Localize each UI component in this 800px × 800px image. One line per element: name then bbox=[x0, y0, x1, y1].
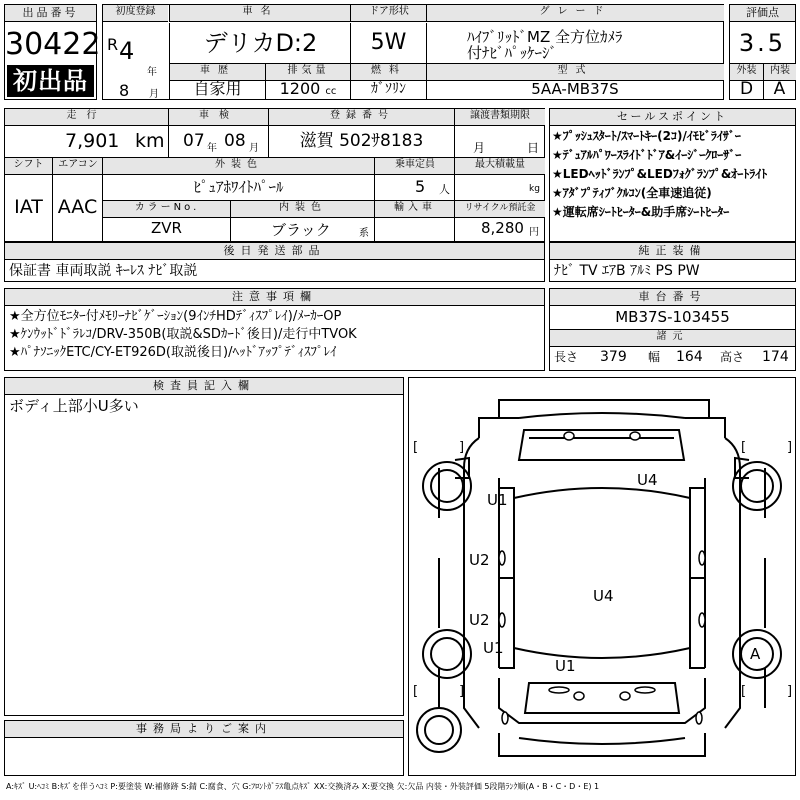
inspector-label: 検査員記入欄 bbox=[5, 378, 403, 395]
capacity-unit: 人 bbox=[439, 183, 450, 196]
fuel-value: ｶﾞｿﾘﾝ bbox=[350, 79, 426, 99]
damage-mark: U2 bbox=[469, 551, 490, 569]
first-reg-label: 初度登録 bbox=[103, 5, 168, 22]
transfer-day-unit: 日 bbox=[527, 141, 540, 155]
int-color-cell bbox=[230, 216, 374, 241]
shift-label: シフト bbox=[5, 158, 52, 175]
damage-mark: U1 bbox=[487, 491, 508, 509]
inspector-text: ボディ上部小U多い bbox=[9, 397, 139, 415]
int-color-value: ブラック bbox=[271, 221, 331, 239]
recycle-value: 8,280 bbox=[481, 219, 524, 237]
exterior-label: 外装 bbox=[730, 63, 763, 81]
score-box bbox=[729, 4, 796, 100]
dims-label: 諸元 bbox=[550, 329, 795, 347]
note-item: ★ﾊﾟﾅｿﾆｯｸETC/CY-ET926D(取説後日)/ﾍｯﾄﾞｱｯﾌﾟﾃﾞｨｽﾌﾟﾚｲ bbox=[9, 345, 337, 360]
color-no-label: カラーNo. bbox=[102, 200, 231, 218]
capacity-cell bbox=[374, 174, 454, 200]
length-label: 長さ bbox=[554, 350, 579, 364]
displacement-unit: cc bbox=[325, 86, 337, 97]
grade-line-2: 付ﾅﾋﾞﾊﾟｯｹｰｼﾞ bbox=[467, 44, 558, 62]
bracket-left-top-open: [ bbox=[413, 440, 419, 455]
chassis-label: 車台番号 bbox=[550, 289, 795, 306]
ac-value: AAC bbox=[52, 174, 102, 241]
year-unit: 年 bbox=[147, 67, 157, 78]
transfer-cell bbox=[454, 125, 544, 157]
shift-value: IAT bbox=[14, 196, 43, 218]
first-listing-badge: 初出品 bbox=[7, 65, 94, 97]
damage-mark: U4 bbox=[637, 471, 658, 489]
capacity-value: 5 bbox=[415, 177, 426, 196]
later-parts-text: 保証書 車両取説 ｷｰﾚｽ ﾅﾋﾞ取説 bbox=[9, 263, 198, 279]
reg-no-value: 滋賀 502ｻ8183 bbox=[268, 125, 454, 157]
sales-points-label: セールスポイント bbox=[550, 109, 795, 126]
bracket-right-bottom-open: [ bbox=[741, 684, 747, 699]
damage-mark: U1 bbox=[555, 657, 576, 675]
height-label: 高さ bbox=[720, 350, 745, 364]
score-value: 3.5 bbox=[738, 29, 787, 57]
ac-label: エアコン bbox=[52, 158, 103, 175]
lot-number: 30422 bbox=[5, 27, 101, 62]
model-label: 型式 bbox=[426, 63, 724, 81]
inspection-label: 車検 bbox=[168, 109, 269, 126]
height-value: 174 bbox=[762, 349, 789, 365]
grade-line-1: ﾊｲﾌﾞﾘｯﾄﾞMZ 全方位ｶﾒﾗ bbox=[467, 28, 623, 46]
equipment-text: ﾅﾋﾞ TV ｴｱB ｱﾙﾐ PS PW bbox=[554, 263, 700, 279]
recycle-unit: 円 bbox=[529, 227, 539, 238]
sales-point-item: ★ﾌﾟｯｼｭｽﾀｰﾄ/ｽﾏｰﾄｷｰ(2ｺ)/ｲﾓﾋﾞﾗｲｻﾞｰ bbox=[552, 129, 741, 143]
import-label: 輸入車 bbox=[374, 200, 455, 218]
sales-point-item: ★ｱﾀﾞﾌﾟﾃｨﾌﾞｸﾙｺﾝ(全車速追従) bbox=[552, 186, 712, 200]
grade-label: グレード bbox=[426, 5, 724, 22]
mileage-unit: km bbox=[135, 130, 165, 152]
inspection-cell bbox=[168, 125, 268, 157]
later-parts-box bbox=[4, 242, 545, 282]
color-no-value: ZVR bbox=[102, 216, 230, 241]
legend: A:ｷｽﾞ U:ﾍｺﾐ B:ｷｽﾞを伴うﾍｺﾐ P:要塗装 W:補修跡 S:錆 C:腐食、穴 G:ﾌﾛﾝﾄｶﾞﾗｽ亀点ｷｽﾞ XX:交換済み X:要交換 欠:欠品 内装・外装評価 5段階ﾗﾝｸ順(A・B・C・D・E) 1 bbox=[6, 782, 600, 791]
car-name: デリカD:2 bbox=[169, 23, 351, 63]
office-box bbox=[4, 720, 404, 776]
chassis-number: MB37S-103455 bbox=[615, 308, 730, 326]
int-color-unit: 系 bbox=[359, 228, 369, 239]
recycle-label: リサイクル預託金 bbox=[454, 200, 545, 218]
interior-label: 内装 bbox=[763, 63, 796, 81]
dims-row bbox=[550, 345, 795, 370]
bracket-left-top-close: ] bbox=[459, 440, 465, 455]
later-parts-label: 後日発送部品 bbox=[5, 243, 544, 260]
load-cell bbox=[454, 174, 544, 200]
import-value bbox=[374, 216, 454, 241]
score-label: 評価点 bbox=[730, 5, 795, 22]
lot-box bbox=[4, 4, 101, 100]
office-label: 事務局よりご案内 bbox=[5, 721, 403, 738]
vehicle-info-box bbox=[4, 108, 545, 242]
history-label: 車歴 bbox=[169, 63, 266, 81]
car-diagram bbox=[409, 378, 795, 775]
inspector-box bbox=[4, 377, 404, 716]
car-name-label: 車名 bbox=[169, 5, 351, 22]
reg-no-label: 登録番号 bbox=[268, 109, 455, 126]
note-item: ★ｹﾝｳｯﾄﾞﾄﾞﾗﾚｺ/DRV-350B(取説&SDｶｰﾄﾞ後日)/走行中TVOK bbox=[9, 327, 357, 342]
bracket-right-bottom-close: ] bbox=[787, 684, 793, 699]
mileage-cell bbox=[5, 125, 168, 157]
month-value: 8 bbox=[119, 81, 130, 100]
note-item: ★全方位ﾓﾆﾀｰ付ﾒﾓﾘｰﾅﾋﾞｹﾞｰｼｮﾝ(9ｲﾝﾁHDﾃﾞｨｽﾌﾟﾚｲ)/ﾒｰｶｰOP bbox=[9, 309, 342, 324]
width-value: 164 bbox=[676, 349, 703, 365]
equipment-label: 純正装備 bbox=[550, 243, 795, 260]
int-color-label: 内装色 bbox=[230, 200, 375, 218]
sales-point-item: ★運転席ｼｰﾄﾋｰﾀｰ&助手席ｼｰﾄﾋｰﾀｰ bbox=[552, 205, 730, 219]
door-type: 5W bbox=[350, 23, 426, 63]
model-value: 5AA-MB37S bbox=[426, 79, 723, 99]
damage-mark: U4 bbox=[593, 587, 614, 605]
bracket-right-top-close: ] bbox=[787, 440, 793, 455]
inspection-month: 08 bbox=[224, 131, 246, 151]
sales-point-item: ★LEDﾍｯﾄﾞﾗﾝﾌﾟ&LEDﾌｫｸﾞﾗﾝﾌﾟ&ｵｰﾄﾗｲﾄ bbox=[552, 167, 768, 181]
ext-color-label: 外装色 bbox=[102, 158, 375, 175]
notes-box bbox=[4, 288, 545, 371]
damage-mark: U1 bbox=[483, 639, 504, 657]
sales-points-box bbox=[549, 108, 796, 242]
notes-list bbox=[9, 308, 357, 362]
door-label: ドア形状 bbox=[350, 5, 427, 22]
car-diagram-box bbox=[408, 377, 796, 776]
damage-mark: U2 bbox=[469, 611, 490, 629]
inspection-month-unit: 月 bbox=[249, 143, 259, 154]
transfer-month-unit: 月 bbox=[473, 141, 486, 155]
displacement-label: 排気量 bbox=[265, 63, 351, 81]
bracket-left-bottom-close: ] bbox=[459, 684, 465, 699]
chassis-box bbox=[549, 288, 796, 371]
ext-color-value: ﾋﾟｭｱﾎﾜｲﾄﾊﾟｰﾙ bbox=[102, 174, 374, 200]
month-unit: 月 bbox=[149, 89, 159, 100]
bracket-left-bottom-open: [ bbox=[413, 684, 419, 699]
mileage-label: 走行 bbox=[5, 109, 168, 126]
recycle-cell bbox=[454, 216, 544, 241]
sales-point-item: ★ﾃﾞｭｱﾙﾊﾟﾜｰｽﾗｲﾄﾞﾄﾞｱ&ｲｰｼﾞｰｸﾛｰｻﾞｰ bbox=[552, 148, 742, 162]
damage-mark: A bbox=[750, 645, 761, 663]
fuel-label: 燃料 bbox=[350, 63, 427, 81]
bracket-right-top-open: [ bbox=[741, 440, 747, 455]
displacement-value: 1200 bbox=[279, 79, 321, 98]
capacity-label: 乗車定員 bbox=[374, 158, 455, 175]
sales-points-list bbox=[552, 127, 767, 222]
displacement-cell bbox=[265, 79, 350, 99]
inspection-year: 07 bbox=[183, 131, 205, 151]
transfer-label: 譲渡書類期限 bbox=[454, 109, 545, 126]
inspection-year-unit: 年 bbox=[207, 143, 217, 154]
era-prefix: R bbox=[107, 35, 119, 54]
exterior-grade: D bbox=[739, 79, 754, 99]
history-value: 自家用 bbox=[169, 79, 265, 99]
interior-grade: A bbox=[763, 79, 795, 99]
lot-label: 出品番号 bbox=[5, 5, 96, 22]
main-header-box bbox=[102, 4, 724, 100]
width-label: 幅 bbox=[648, 350, 661, 364]
load-unit: kg bbox=[529, 184, 540, 194]
grade-cell bbox=[426, 23, 723, 63]
year-value: 4 bbox=[119, 37, 135, 65]
length-value: 379 bbox=[600, 349, 627, 365]
notes-label: 注意事項欄 bbox=[5, 289, 544, 306]
load-label: 最大積載量 bbox=[454, 158, 545, 175]
mileage-value: 7,901 bbox=[65, 130, 120, 152]
equipment-box bbox=[549, 242, 796, 282]
